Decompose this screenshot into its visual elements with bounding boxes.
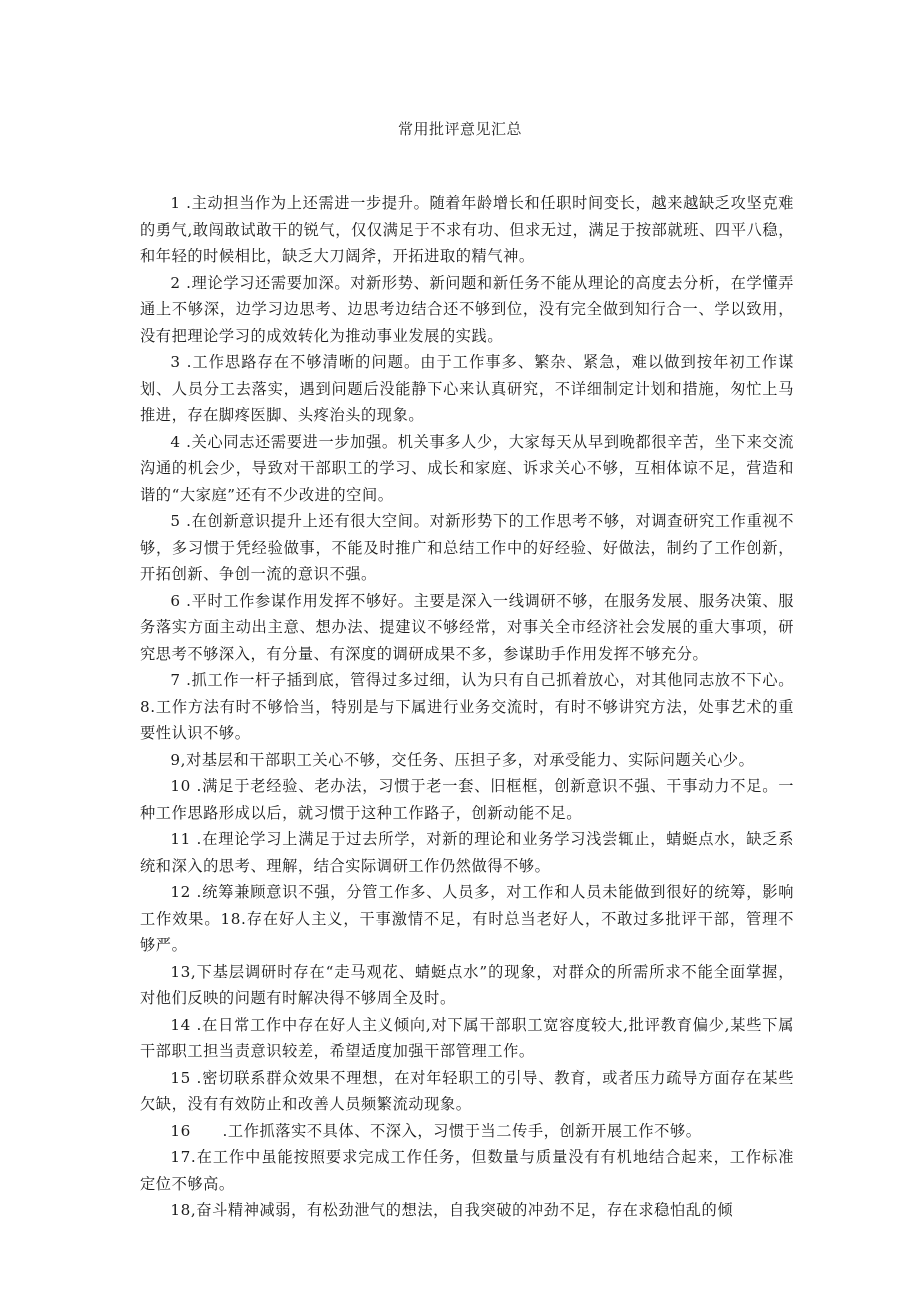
paragraph-3: 3 .工作思路存在不够清晰的问题。由于工作事多、繁杂、紧急，难以做到按年初工作谋划、人员分工去落实，遇到问题后没能静下心来认真研究，不详细制定计划和措施，匆忙上马推进，存在脚疼医脚、头疼治头的现象。: [140, 353, 794, 424]
paragraph-17: 17.在工作中虽能按照要求完成工作任务，但数量与质量没有有机地结合起来，工作标准定位不够高。: [140, 1148, 794, 1193]
paragraph-15: 15 .密切联系群众效果不理想，在对年轻职工的引导、教育，或者压力疏导方面存在某些欠缺，没有有效防止和改善人员频繁流动现象。: [140, 1068, 794, 1113]
paragraph-14: 14 .在日常工作中存在好人主义倾向,对下属干部职工宽容度较大,批评教育偏少,某些下属干部职工担当责意识较差，希望适度加强干部管理工作。: [140, 1015, 794, 1060]
paragraph-16: 16 .工作抓落实不具体、不深入，习惯于当二传手，创新开展工作不够。: [170, 1121, 702, 1140]
paragraph-5: 5 .在创新意识提升上还有很大空间。对新形势下的工作思考不够，对调查研究工作重视不够，多习惯于凭经验做事，不能及时推广和总结工作中的好经验、好做法，制约了工作创新，开拓创新、争创一流的意识不强。: [140, 512, 794, 583]
paragraph-6: 6 .平时工作参谋作用发挥不够好。主要是深入一线调研不够，在服务发展、服务决策、服务落实方面主动出主意、想办法、提建议不够经常，对事关全市经济社会发展的重大事项，研究思考不够深入，有分量、有深度的调研成果不多，参谋助手作用发挥不够充分。: [140, 591, 794, 663]
document-title: 常用批评意见汇总: [397, 120, 522, 138]
paragraph-18: 18,奋斗精神减弱，有松劲泄气的想法，自我突破的冲劲不足，存在求稳怕乱的倾: [170, 1201, 734, 1219]
document-body: [140, 190, 794, 1224]
paragraph-13: 13,下基层调研时存在“走马观花、蜻蜓点水”的现象，对群众的所需所求不能全面掌握，对他们反映的问题有时解决得不够周全及时。: [140, 962, 794, 1007]
paragraph-2: 2 .理论学习还需要加深。对新形势、新问题和新任务不能从理论的高度去分析，在学懂弄通上不够深，边学习边思考、边思考边结合还不够到位，没有完全做到知行合一、学以致用，没有把理论学习的成效转化为推动事业发展的实践。: [140, 273, 794, 345]
paragraph-9: 9,对基层和干部职工关心不够，交任务、压担子多，对承受能力、实际问题关心少。: [170, 750, 755, 769]
paragraph-7: 7 .抓工作一杆子插到底，管得过多过细，认为只有自己抓着放心，对其他同志放不下心。8.工作方法有时不够恰当，特别是与下属进行业务交流时，有时不够讲究方法，处事艺术的重要性认识不够。: [140, 671, 794, 742]
paragraph-12: 12 .统筹兼顾意识不强，分管工作多、人员多，对工作和人员未能做到很好的统筹，影响工作效果。18.存在好人主义，干事激情不足，有时总当老好人，不敢过多批评干部，管理不够严。: [140, 883, 794, 954]
paragraph-1: 1 .主动担当作为上还需进一步提升。随着年龄增长和任职时间变长，越来越缺乏攻坚克难的勇气,敢闯敢试敢干的锐气，仅仅满足于不求有功、但求无过，满足于按部就班、四平八稳，和年轻的时候相比，缺乏大刀阔斧，开拓进取的精气神。: [140, 194, 794, 265]
paragraph-11: 11 .在理论学习上满足于过去所学，对新的理论和业务学习浅尝辄止，蜻蜓点水，缺乏系统和深入的思考、理解，结合实际调研工作仍然做得不够。: [140, 830, 794, 875]
paragraph-4: 4 .关心同志还需要进一步加强。机关事多人少，大家每天从早到晚都很辛苦，坐下来交流沟通的机会少，导致对干部职工的学习、成长和家庭、诉求关心不够，互相体谅不足，营造和谐的“大家庭”还有不少改进的空间。: [140, 432, 794, 504]
paragraph-10: 10 .满足于老经验、老办法，习惯于老一套、旧框框，创新意识不强、干事动力不足。一种工作思路形成以后，就习惯于这种工作路子，创新动能不足。: [140, 777, 794, 822]
